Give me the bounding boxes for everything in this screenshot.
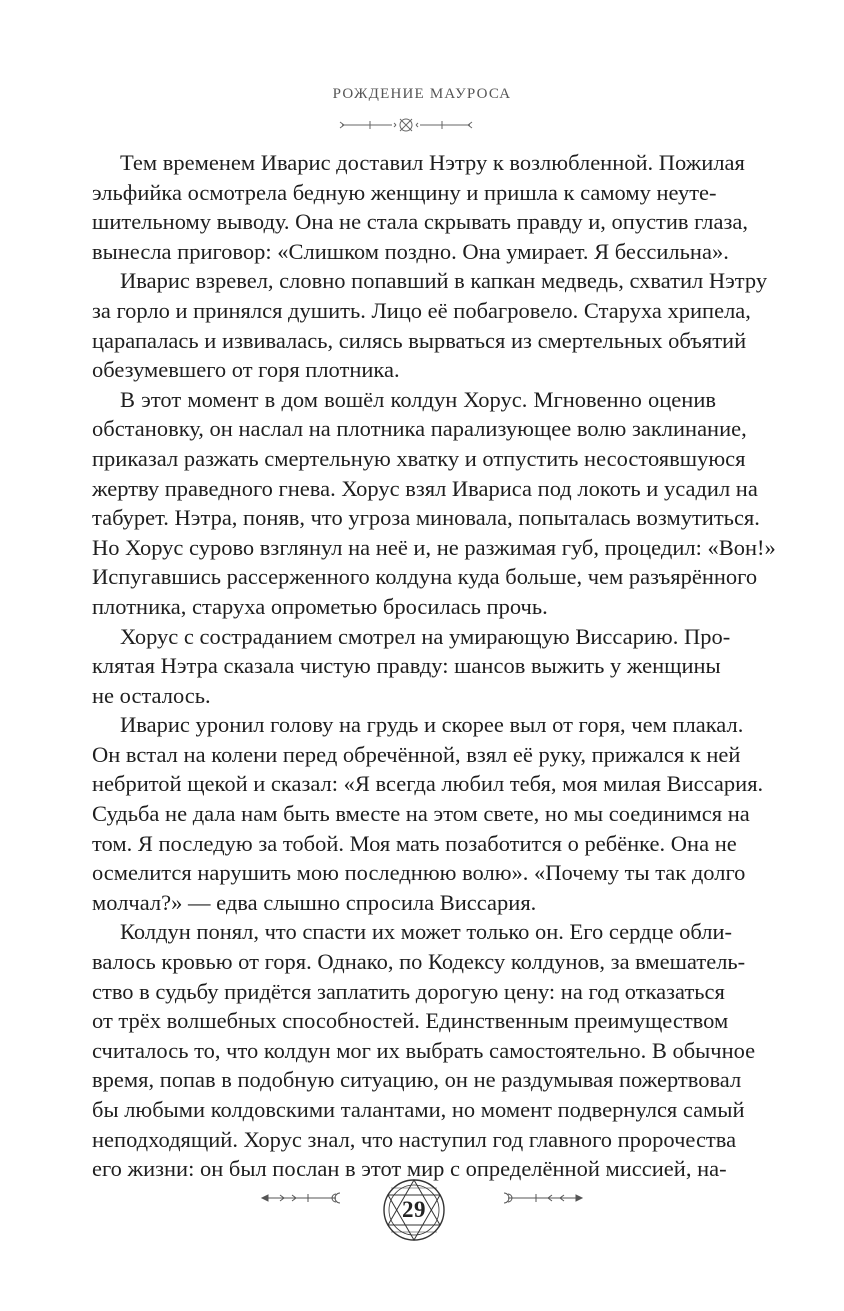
text-line: от трёх волшебных способностей. Единственным преимуществом: [92, 1008, 729, 1034]
text-line: время, попав в подобную ситуацию, он не раздумывая пожертвовал: [92, 1067, 742, 1093]
text-line: молчал?» — едва слышно спросила Виссария.: [92, 889, 537, 915]
text-line: ство в судьбу придётся заплатить дорогую цену: на год отказаться: [92, 978, 725, 1004]
text-line: плотника, старуха опрометью бросилась прочь.: [92, 593, 548, 619]
text-line: Иварис уронил голову на грудь и скорее выл от горя, чем плакал.: [120, 712, 744, 738]
text-line: шительному выводу. Она не стала скрывать правду и, опустив глаза,: [92, 209, 748, 235]
text-line: царапалась и извивалась, силясь вырваться из смертельных объятий: [92, 327, 747, 353]
text-line: неподходящий. Хорус знал, что наступил год главного пророчества: [92, 1126, 737, 1152]
text-line: Хорус с состраданием смотрел на умирающую Виссарию. Про-: [120, 623, 731, 649]
text-line: Но Хорус сурово взглянул на неё и, не разжимая губ, процедил: «Вон!»: [92, 534, 776, 560]
text-line: обстановку, он наслал на плотника парализующее волю заклинание,: [92, 416, 747, 442]
text-line: Испугавшись рассерженного колдуна куда больше, чем разъярённого: [92, 564, 758, 590]
text-line: том. Я последую за тобой. Моя мать позаботится о ребёнке. Она не: [92, 830, 737, 856]
text-line: бы любыми колдовскими талантами, но момент подвернулся самый: [92, 1097, 745, 1122]
text-line: его жизни: он был послан в этот мир с определённой миссией, на-: [92, 1156, 727, 1182]
text-line: Он встал на колени перед обречённой, взял её руку, прижался к ней: [92, 741, 741, 767]
text-line: небритой щекой и сказал: «Я всегда любил тебя, моя милая Виссария.: [92, 771, 764, 797]
text-line: В этот момент в дом вошёл колдун Хорус. Мгновенно оценив: [120, 386, 716, 412]
text-line: осмелится нарушить мою последнюю волю». «Почему ты так долго: [92, 860, 746, 886]
text-line: эльфийка осмотрела бедную женщину и пришла к самому неуте-: [92, 179, 717, 205]
body-text: [92, 148, 776, 1184]
text-line: табурет. Нэтра, поняв, что угроза миновала, попыталась возмутиться.: [92, 505, 760, 531]
text-line: не осталось.: [92, 682, 211, 708]
running-title: РОЖДЕНИЕ МАУРОСА: [332, 86, 512, 102]
text-line: считалось то, что колдун мог их выбрать самостоятельно. В обычное: [92, 1037, 756, 1063]
text-line: Тем временем Иварис доставил Нэтру к возлюбленной. Пожилая: [120, 150, 745, 175]
text-line: Иварис взревел, словно попавший в капкан медведь, схватил Нэтру: [120, 268, 768, 294]
text-line: клятая Нэтра сказала чистую правду: шансов выжить у женщины: [92, 653, 721, 679]
text-line: приказал разжать смертельную хватку и отпустить несостоявшуюся: [92, 445, 746, 471]
text-line: обезумевшего от горя плотника.: [92, 357, 400, 383]
text-line: Судьба не дала нам быть вместе на этом свете, но мы соединимся на: [92, 801, 750, 827]
text-line: вынесла приговор: «Слишком поздно. Она умирает. Я бессильна».: [92, 238, 729, 264]
text-line: Колдун понял, что спасти их может только он. Его сердце обли-: [120, 919, 733, 945]
text-line: жертву праведного гнева. Хорус взял Ивариса под локоть и усадил на: [92, 475, 758, 501]
page-number: 29: [402, 1197, 426, 1222]
text-line: за горло и принялся душить. Лицо её побагровело. Старуха хрипела,: [92, 297, 751, 323]
text-line: валось кровью от горя. Однако, по Кодексу колдунов, за вмешатель-: [92, 949, 746, 975]
header-ornament-icon: [334, 116, 478, 134]
